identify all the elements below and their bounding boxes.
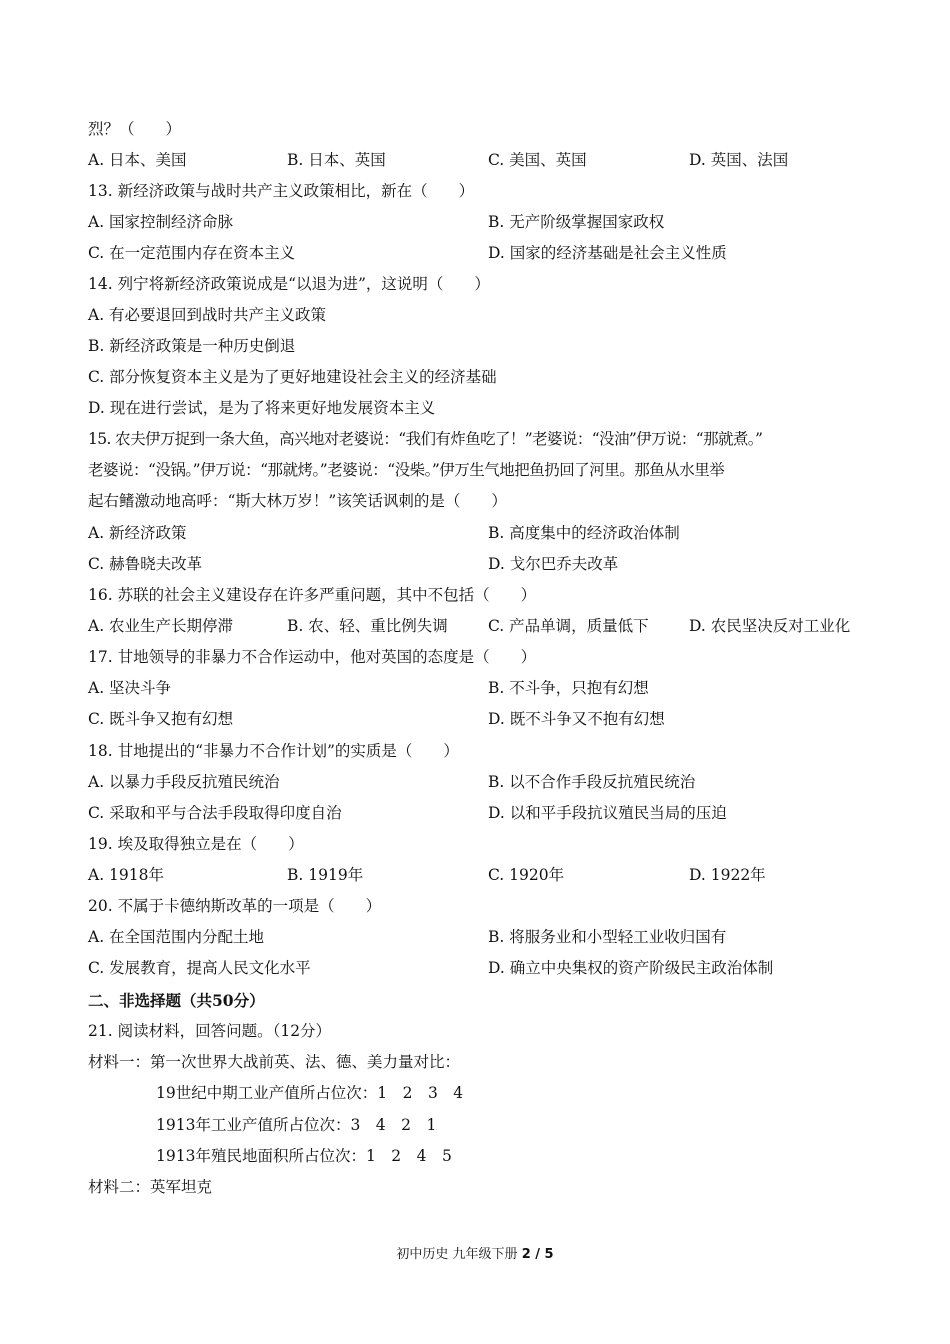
page-number: 2 / 5 <box>521 1247 554 1262</box>
q17-option-c: C. 既斗争又抱有幻想 <box>88 710 234 728</box>
section-2-heading: 二、非选择题（共50分） <box>88 991 265 1010</box>
q16-option-d: D. 农民坚决反对工业化 <box>689 617 851 635</box>
q19-option-a: A. 1918年 <box>88 866 164 884</box>
q20-option-a: A. 在全国范围内分配土地 <box>88 928 265 946</box>
q17-options-cd <box>88 704 868 735</box>
q17-stem: 17. 甘地领导的非暴力不合作运动中，他对英国的态度是（ ） <box>88 648 537 666</box>
q16-option-b: B. 农、轻、重比例失调 <box>287 617 448 635</box>
q13-option-d: D. 国家的经济基础是社会主义性质 <box>488 244 727 262</box>
q13-option-a: A. 国家控制经济命脉 <box>88 213 234 231</box>
q14-stem: 14. 列宁将新经济政策说成是“以退为进”，这说明（ ） <box>88 275 490 293</box>
q21-stem: 21. 阅读材料，回答问题。（12分） <box>88 1022 332 1040</box>
q16-option-c: C. 产品单调，质量低下 <box>488 617 649 635</box>
q13-options-cd <box>88 238 868 269</box>
q15-stem-3: 起右鳍激动地高呼：“斯大林万岁！”该笑话讽刺的是（ ） <box>88 492 507 510</box>
q16-options <box>88 611 868 642</box>
q19-option-b: B. 1919年 <box>287 866 364 884</box>
q13-options-ab <box>88 207 868 238</box>
material-2-title: 材料二：英军坦克 <box>88 1178 213 1196</box>
q18-stem: 18. 甘地提出的“非暴力不合作计划”的实质是（ ） <box>88 742 459 760</box>
q12-options <box>88 145 868 176</box>
q14-option-b: B. 新经济政策是一种历史倒退 <box>88 337 296 355</box>
q19-stem: 19. 埃及取得独立是在（ ） <box>88 835 304 853</box>
q14-option-d: D. 现在进行尝试，是为了将来更好地发展资本主义 <box>88 399 436 417</box>
material-1-line-3: 1913年殖民地面积所占位次：1 2 4 5 <box>156 1147 452 1165</box>
q20-option-c: C. 发展教育，提高人民文化水平 <box>88 959 311 977</box>
q16-option-a: A. 农业生产长期停滞 <box>88 617 234 635</box>
page-footer <box>0 1243 950 1262</box>
q19-options <box>88 860 868 891</box>
q20-options-ab <box>88 922 868 953</box>
q15-option-d: D. 戈尔巴乔夫改革 <box>488 555 619 573</box>
q12-option-d: D. 英国、法国 <box>689 151 789 169</box>
q12-option-b: B. 日本、英国 <box>287 151 386 169</box>
q15-options-cd <box>88 549 868 580</box>
material-1-title: 材料一：第一次世界大战前英、法、德、美力量对比： <box>88 1053 461 1071</box>
q15-stem-1: 15. 农夫伊万捉到一条大鱼，高兴地对老婆说：“我们有炸鱼吃了！”老婆说：“没油”伊万说：“那就煮。” <box>88 430 763 448</box>
q16-stem: 16. 苏联的社会主义建设存在许多严重问题，其中不包括（ ） <box>88 586 537 604</box>
q13-stem: 13. 新经济政策与战时共产主义政策相比，新在（ ） <box>88 182 475 200</box>
q17-options-ab <box>88 673 868 704</box>
q18-option-c: C. 采取和平与合法手段取得印度自治 <box>88 804 342 822</box>
q14-option-a: A. 有必要退回到战时共产主义政策 <box>88 306 327 324</box>
q15-options-ab <box>88 518 868 549</box>
q12-option-c: C. 美国、英国 <box>488 151 587 169</box>
q13-option-c: C. 在一定范围内存在资本主义 <box>88 244 296 262</box>
q13-option-b: B. 无产阶级掌握国家政权 <box>488 213 665 231</box>
q17-option-a: A. 坚决斗争 <box>88 679 172 697</box>
q20-option-d: D. 确立中央集权的资产阶级民主政治体制 <box>488 959 774 977</box>
material-1-line-1: 19世纪中期工业产值所占位次：1 2 3 4 <box>156 1084 464 1102</box>
q20-stem: 20. 不属于卡德纳斯改革的一项是（ ） <box>88 897 382 915</box>
q18-option-a: A. 以暴力手段反抗殖民统治 <box>88 773 280 791</box>
q15-option-b: B. 高度集中的经济政治体制 <box>488 524 680 542</box>
q18-options-ab <box>88 767 868 798</box>
q12-stem-tail: 烈？（ ） <box>88 120 182 138</box>
q14-option-c: C. 部分恢复资本主义是为了更好地建设社会主义的经济基础 <box>88 368 497 386</box>
q18-option-b: B. 以不合作手段反抗殖民统治 <box>488 773 696 791</box>
footer-text: 初中历史 九年级下册 <box>396 1247 522 1262</box>
q20-options-cd <box>88 953 868 984</box>
material-1-line-2: 1913年工业产值所占位次：3 4 2 1 <box>156 1116 437 1134</box>
q18-options-cd <box>88 798 868 829</box>
q19-option-d: D. 1922年 <box>689 866 766 884</box>
q12-option-a: A. 日本、美国 <box>88 151 187 169</box>
q15-stem-2: 老婆说：“没锅。”伊万说：“那就烤。”老婆说：“没柴。”伊万生气地把鱼扔回了河里。那鱼从水里举 <box>88 461 725 479</box>
q18-option-d: D. 以和平手段抗议殖民当局的压迫 <box>488 804 727 822</box>
q17-option-d: D. 既不斗争又不抱有幻想 <box>488 710 665 728</box>
q19-option-c: C. 1920年 <box>488 866 565 884</box>
q15-option-a: A. 新经济政策 <box>88 524 187 542</box>
q17-option-b: B. 不斗争，只抱有幻想 <box>488 679 649 697</box>
q15-option-c: C. 赫鲁晓夫改革 <box>88 555 203 573</box>
q20-option-b: B. 将服务业和小型轻工业收归国有 <box>488 928 727 946</box>
